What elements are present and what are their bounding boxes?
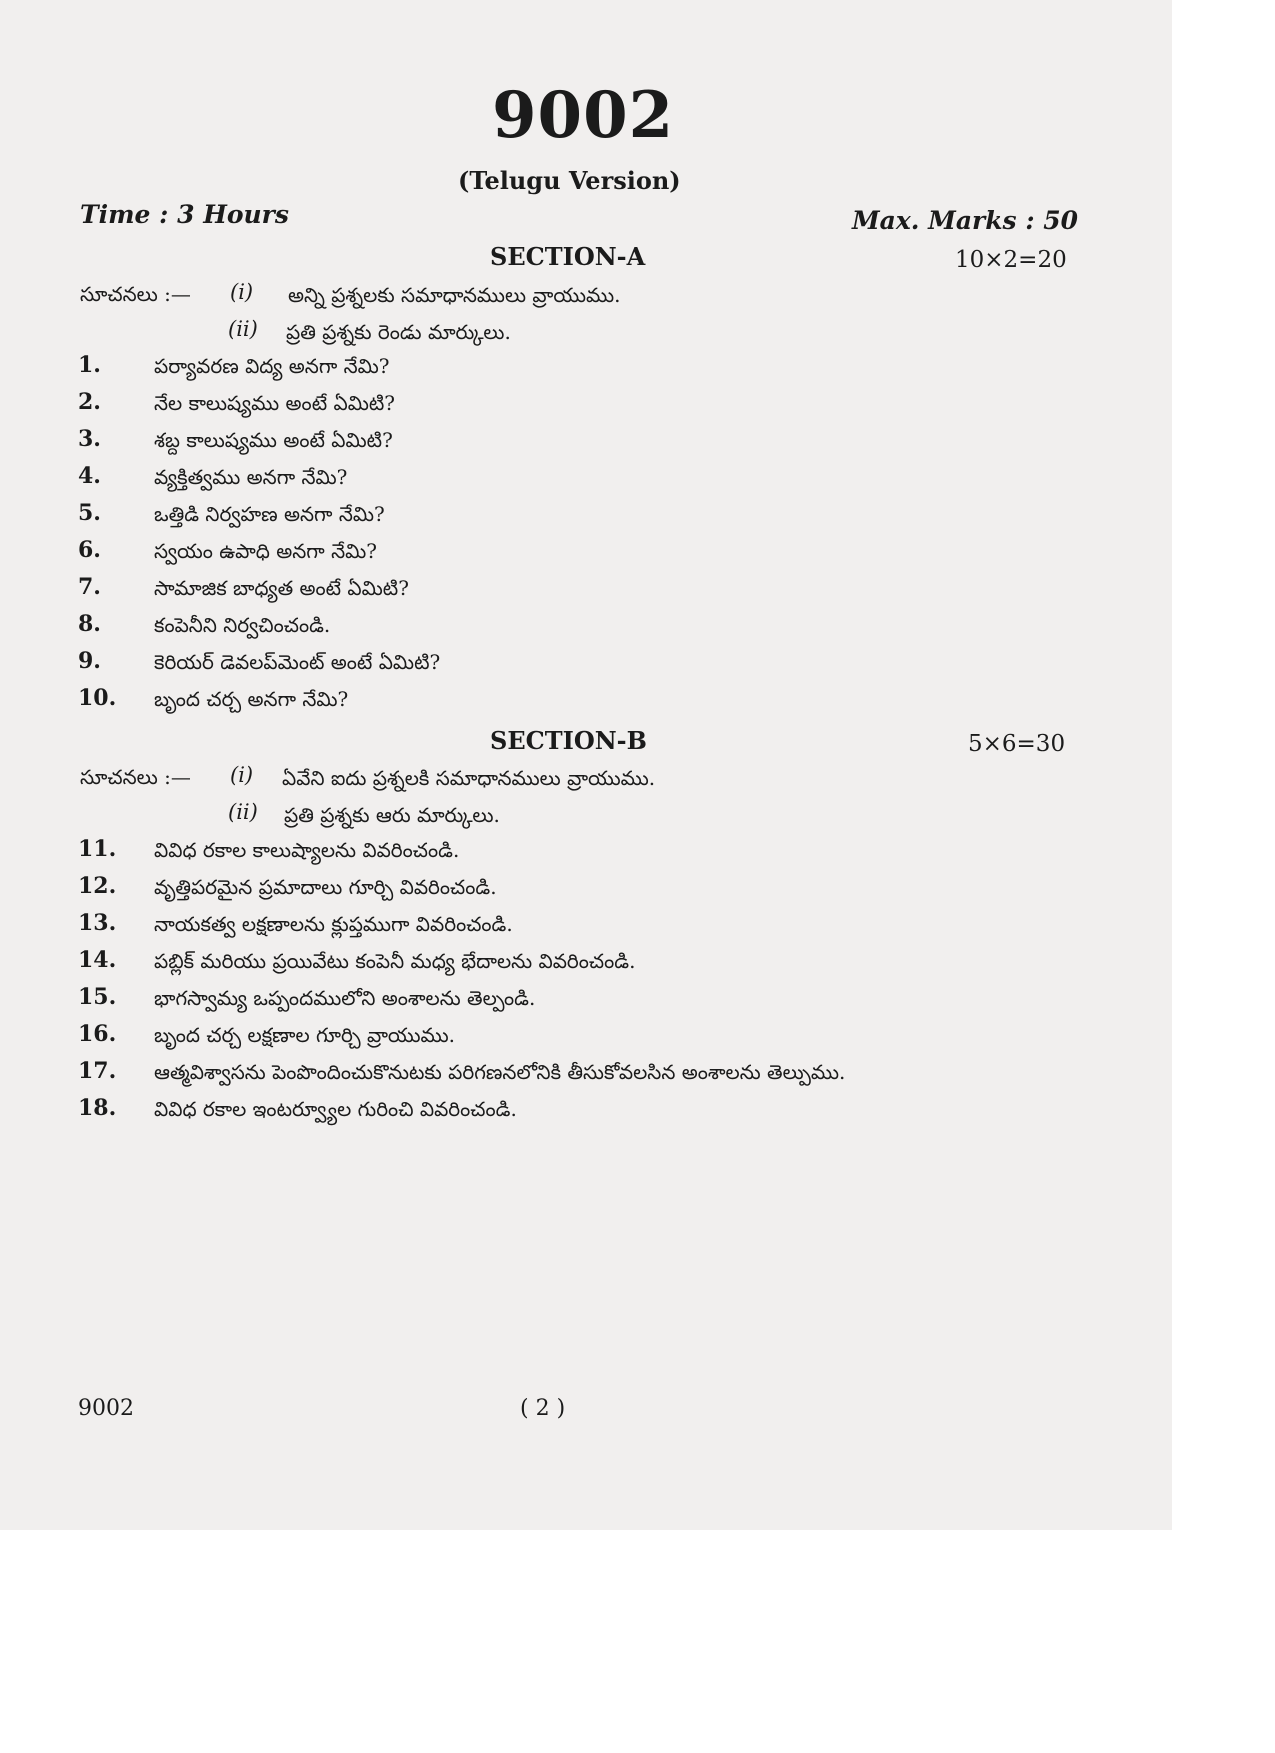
question-text: వివిధ రకాల కాలుష్యాలను వివరించండి. (154, 838, 460, 862)
question-number: 9. (78, 648, 101, 674)
question-number: 18. (78, 1095, 117, 1121)
section-b-title: SECTION-B (490, 726, 647, 755)
question-text: వృత్తిపరమైన ప్రమాదాలు గూర్చి వివరించండి. (154, 875, 497, 899)
question-text: భాగస్వామ్య ఒప్పందములోని అంశాలను తెల్పండి. (154, 986, 536, 1010)
section-b-instruction-text: ప్రతి ప్రశ్నకు ఆరు మార్కులు. (284, 803, 500, 827)
question-text: ఒత్తిడి నిర్వహణ అనగా నేమి? (154, 502, 385, 526)
question-number: 10. (78, 685, 117, 711)
question-number: 13. (78, 910, 117, 936)
section-a-instruction-text: ప్రతి ప్రశ్నకు రెండు మార్కులు. (286, 320, 511, 344)
version-label: (Telugu Version) (458, 166, 681, 195)
question-number: 5. (78, 500, 101, 526)
question-text: బృంద చర్చ అనగా నేమి? (154, 687, 349, 711)
section-a-instructions-label: సూచనలు :— (80, 282, 191, 306)
section-a-instruction-num: (i) (230, 280, 254, 304)
question-text: నేల కాలుష్యము అంటే ఏమిటి? (154, 391, 396, 415)
question-text: వివిధ రకాల ఇంటర్వ్యూల గురించి వివరించండి. (154, 1097, 517, 1121)
question-number: 12. (78, 873, 117, 899)
question-number: 16. (78, 1021, 117, 1047)
section-a-marks: 10×2=20 (955, 247, 1067, 273)
section-b-instruction-num: (ii) (228, 800, 258, 824)
section-a-title: SECTION-A (490, 242, 646, 271)
question-text: కంపెనీని నిర్వచించండి. (154, 613, 331, 637)
question-text: స్వయం ఉపాధి అనగా నేమి? (154, 539, 377, 563)
question-number: 3. (78, 426, 101, 452)
question-text: పర్యావరణ విద్య అనగా నేమి? (154, 354, 390, 378)
question-text: సామాజిక బాధ్యత అంటే ఏమిటి? (154, 576, 409, 600)
section-a-instruction-num: (ii) (228, 317, 258, 341)
question-number: 17. (78, 1058, 117, 1084)
section-a-instruction-text: అన్ని ప్రశ్నలకు సమాధానములు వ్రాయుము. (288, 283, 621, 307)
section-b-marks: 5×6=30 (968, 731, 1066, 757)
question-number: 7. (78, 574, 101, 600)
question-number: 4. (78, 463, 101, 489)
question-number: 6. (78, 537, 101, 563)
question-text: ఆత్మవిశ్వాసను పెంపొందించుకొనుటకు పరిగణనలోనికి తీసుకోవలసిన అంశాలను తెల్పుము. (154, 1060, 846, 1084)
time-label: Time : 3 Hours (80, 200, 289, 229)
question-text: శబ్ద కాలుష్యము అంటే ఏమిటి? (154, 428, 393, 452)
question-number: 8. (78, 611, 101, 637)
question-number: 11. (78, 836, 117, 862)
section-b-instruction-text: ఏవేని ఐదు ప్రశ్నలకి సమాధానములు వ్రాయుము. (282, 766, 656, 790)
question-number: 14. (78, 947, 117, 973)
question-text: పబ్లిక్ మరియు ప్రయివేటు కంపెనీ మధ్య భేదాలను వివరించండి. (154, 949, 636, 973)
question-number: 1. (78, 352, 101, 378)
question-number: 15. (78, 984, 117, 1010)
paper-code: 9002 (492, 78, 675, 153)
question-number: 2. (78, 389, 101, 415)
question-text: వ్యక్తిత్వము అనగా నేమి? (154, 465, 348, 489)
page-number: ( 2 ) (520, 1396, 566, 1421)
section-b-instructions-label: సూచనలు :— (80, 765, 191, 789)
footer-paper-code: 9002 (78, 1396, 134, 1421)
question-text: కెరియర్ డెవలప్‌మెంట్ అంటే ఏమిటి? (154, 650, 441, 674)
question-text: నాయకత్వ లక్షణాలను క్లుప్తముగా వివరించండి. (154, 912, 513, 936)
max-marks-label: Max. Marks : 50 (852, 206, 1079, 235)
section-b-instruction-num: (i) (230, 763, 254, 787)
question-text: బృంద చర్చ లక్షణాల గూర్చి వ్రాయుము. (154, 1023, 455, 1047)
